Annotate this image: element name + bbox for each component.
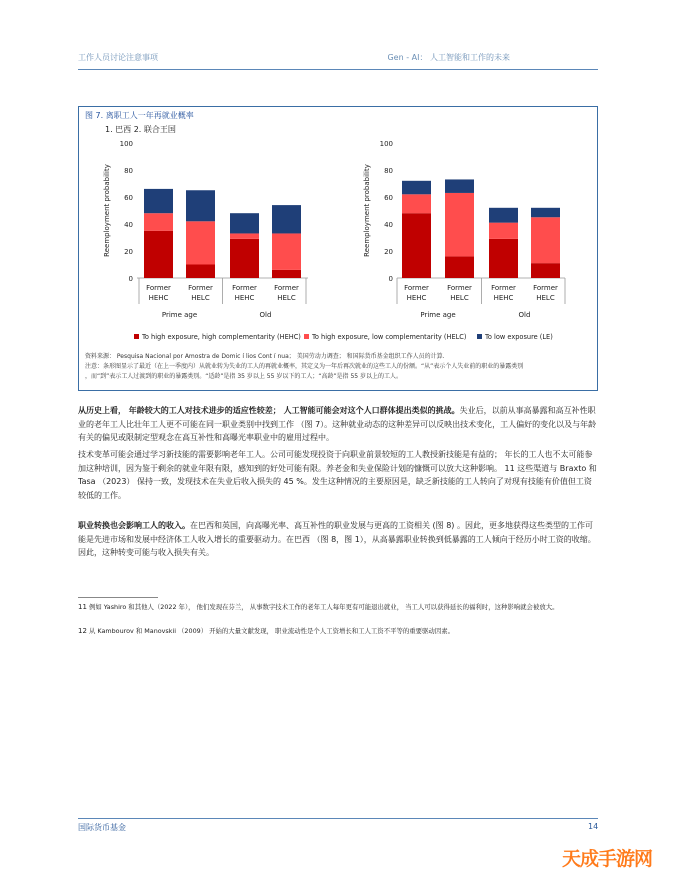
y-axis-label: Reemployment probability: [363, 164, 371, 257]
group-label: Prime age: [161, 311, 198, 319]
y-tick-label: 60: [124, 194, 133, 202]
bar-segment-hehc: [272, 270, 301, 278]
footnote-rule: [78, 597, 158, 598]
x-tick-label: HEHC: [148, 294, 169, 302]
bar-segment-helc: [144, 213, 173, 231]
y-tick-label: 40: [384, 221, 393, 229]
bar-segment-hehc: [186, 265, 215, 279]
legend-swatch-helc: [304, 334, 309, 339]
page-number: 14: [588, 822, 599, 831]
bar-segment-hehc: [144, 231, 173, 278]
paragraph-1-lead: 从历史上看， 年龄较大的工人对技术进步的适应性较差； 人工智能可能会对这个人口群体提出类似的挑战。: [78, 406, 460, 415]
bar-segment-hehc: [402, 213, 431, 278]
bar-segment-le: [402, 181, 431, 195]
bar-segment-hehc: [489, 239, 518, 278]
watermark-logo: 天成手游网: [562, 848, 653, 870]
figure-charts: [79, 107, 599, 352]
paragraph-1-text: 失业后，以前从事高暴露和高互补性职业的老年工人比壮年工人更不可能在同一职业类别中找到工作 （图 7）。这种就业动态的这种差异可以反映出技术变化，工人偏好的变化以及与年龄有关的偏见或限制定型观念在高互补性和高曝光率职业中的雇用过程中。: [78, 406, 597, 442]
header-rule: [78, 69, 598, 70]
bar-segment-helc: [272, 233, 301, 269]
footnote-12-text: 从 Kambourov 和 Manovskii （2009） 开始的大量文献发现， 职业流动性是个人工资增长和工人工资不平等的重要驱动因素。: [88, 627, 454, 635]
figure-source: [85, 352, 595, 382]
footnote-11: [78, 602, 598, 612]
group-label: Prime age: [420, 311, 456, 319]
bar-segment-helc: [230, 233, 259, 238]
paragraph-1: [78, 404, 598, 445]
paragraph-3-lead: 职业转换也会影响工人的收入。: [78, 521, 190, 530]
figure-subtitle: 1. 巴西 2. 联合王国: [105, 125, 176, 134]
bar-segment-helc: [531, 217, 560, 263]
footnote-12: [78, 626, 598, 636]
x-tick-label: HELC: [191, 294, 210, 302]
bar-segment-helc: [445, 193, 474, 256]
bar-segment-le: [489, 208, 518, 223]
y-tick-label: 20: [384, 248, 393, 256]
y-tick-label: 80: [384, 167, 393, 175]
footer-rule: [78, 818, 598, 819]
legend-swatch-hehc: [134, 334, 139, 339]
header-right: Gen - AI： 人工智能和工作的未来: [387, 53, 510, 62]
bar-segment-hehc: [230, 239, 259, 278]
paragraph-3-text: 在巴西和英国，向高曝光率、高互补性的职业发展与更高的工资相关 (图 8) 。因此，更多地获得这些类型的工作可能是先进市场和发展中经济体工人收入增长的重要驱动力。在巴西 （图 8，图 1），从高暴露职业转换到低暴露的工人倾向于经历小时工资的收缩。因此，这种转变可能与收入损失有关。: [78, 521, 596, 557]
source-line-3: ，而“到”表示工人过渡到的职业的暴露类别。“适龄”是指 35 岁以上 55 岁以下的工人；“高龄”是指 55 岁以上的工人。: [85, 373, 403, 380]
source-line-1: 资料来源： Pesquisa Nacional por Amostra de Domic í lios Cont í nua； 美国劳动力调查； 和国际货币基金组织工作人员的计算.: [85, 353, 445, 360]
x-tick-label: Former: [188, 284, 213, 292]
y-tick-label: 100: [379, 140, 393, 148]
bar-segment-le: [186, 190, 215, 221]
bar-segment-helc: [402, 194, 431, 213]
figure-title: 图 7. 离职工人一年再就业概率: [85, 111, 194, 120]
legend-label: To low exposure (LE): [485, 333, 553, 341]
y-tick-label: 40: [124, 221, 133, 229]
y-tick-label: 20: [124, 248, 133, 256]
x-tick-label: Former: [491, 284, 516, 292]
y-tick-label: 0: [128, 275, 133, 283]
legend-swatch-le: [477, 334, 482, 339]
bar-segment-helc: [186, 221, 215, 264]
legend-label: To high exposure, low complementarity (HELC): [312, 333, 467, 341]
y-tick-label: 80: [124, 167, 133, 175]
x-tick-label: HELC: [450, 294, 469, 302]
bar-segment-le: [531, 208, 560, 217]
x-tick-label: HEHC: [493, 294, 514, 302]
bar-segment-hehc: [531, 263, 560, 278]
x-tick-label: Former: [404, 284, 429, 292]
bar-segment-le: [272, 205, 301, 233]
y-tick-label: 60: [384, 194, 393, 202]
x-tick-label: Former: [146, 284, 171, 292]
x-tick-label: Former: [447, 284, 472, 292]
x-tick-label: Former: [232, 284, 257, 292]
paragraph-3: [78, 519, 598, 560]
bar-segment-helc: [489, 223, 518, 239]
y-tick-label: 0: [388, 275, 393, 283]
source-line-2: 注意：条形图显示了最近（在上一季度内）从就业转为失业的工人的再就业概率，其定义为一年后再次就业的这些工人的份额。“从”表示个人失业前的职业的暴露类别: [85, 363, 524, 370]
y-axis-label: Reemployment probability: [103, 164, 111, 257]
group-label: Old: [259, 311, 272, 319]
x-tick-label: HELC: [277, 294, 296, 302]
bar-segment-hehc: [445, 256, 474, 278]
page-header: [78, 52, 598, 68]
footnote-12-number: 12: [78, 627, 87, 635]
footnote-11-number: 11: [78, 603, 87, 611]
footnote-11-text: 例如 Yashiro 和其他人（2022 年）， 他们发现在芬兰， 从事数字技术工作的老年工人每年更有可能退出就业， 当工人可以获得延长的福利时，这种影响就会被放大。: [88, 603, 559, 611]
bar-segment-le: [144, 189, 173, 213]
x-tick-label: Former: [533, 284, 558, 292]
header-left: 工作人员讨论注意事项: [78, 53, 158, 62]
bar-segment-le: [445, 179, 474, 193]
y-tick-label: 100: [119, 140, 133, 148]
x-tick-label: HEHC: [234, 294, 255, 302]
figure-7: [78, 106, 598, 391]
footer-org: 国际货币基金: [78, 823, 126, 832]
x-tick-label: HEHC: [406, 294, 427, 302]
x-tick-label: Former: [274, 284, 299, 292]
paragraph-2: 技术变革可能会通过学习新技能的需要影响老年工人。公司可能发现投资于向职业前景较短的工人教授新技能是有益的； 年长的工人也不太可能参加这种培训，因为鉴于剩余的就业年限有限，感知到的好处可能有限。养老金和失业保险计划的慷慨可以放大这种影响。 11 这些渠道与 Braxto 和 Tasa （2023） 保持一致，发现技术在失业后收入损失的 45 %。发生这种情况的主要原因是，缺乏新技能的工人转向了对现有技能有价值但工资较低的工作。: [78, 450, 597, 500]
bar-segment-le: [230, 213, 259, 233]
legend-label: To high exposure, high complementarity (HEHC): [142, 333, 301, 341]
x-tick-label: HELC: [536, 294, 555, 302]
group-label: Old: [518, 311, 531, 319]
